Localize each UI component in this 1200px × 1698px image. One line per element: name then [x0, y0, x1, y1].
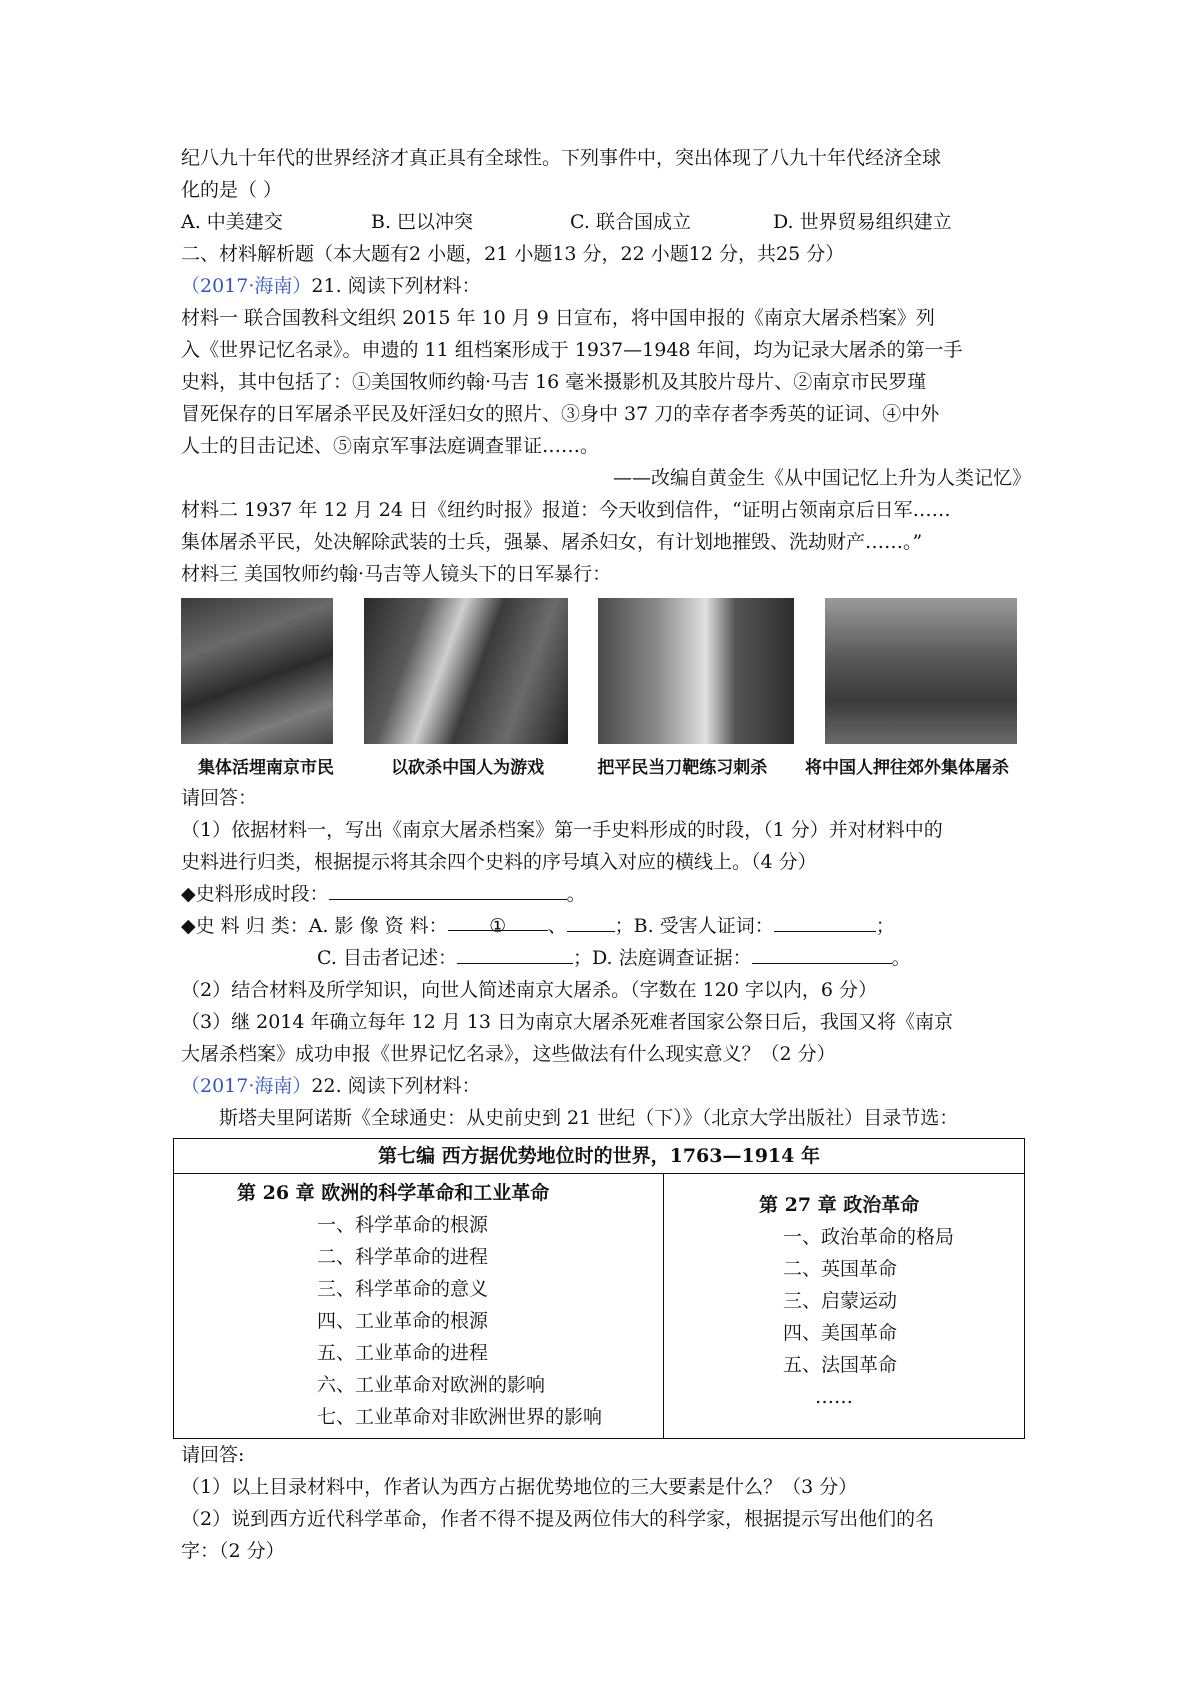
option-b: B. 巴以冲突 — [371, 211, 474, 233]
material-1-line-3: 史料，其中包括了：①美国牧师约翰·马吉 16 毫米摄影机及其胶片母片、②南京市民罗瑾 — [181, 371, 927, 393]
q21-answer-prompt: 请回答： — [181, 787, 258, 809]
material-2-line-1: 材料二 1937 年 12 月 24 日《纽约时报》报道：今天收到信件，“证明占领南京后日军…… — [181, 499, 951, 521]
photo-bayonet-practice — [598, 598, 794, 744]
classify-d-label: ；D. 法庭调查证据： — [572, 947, 752, 969]
q22-intro: 斯塔夫里阿诺斯《全球通史：从史前史到 21 世纪（下）》（北京大学出版社）目录节选： — [219, 1107, 959, 1129]
exam-page — [181, 142, 1031, 1567]
q22-heading — [181, 1070, 1031, 1102]
material-3-line: 材料三 美国牧师约翰·马吉等人镜头下的日军暴行： — [181, 563, 612, 585]
blank-b[interactable] — [774, 911, 876, 932]
ch27-item: 三、启蒙运动 — [783, 1290, 898, 1312]
classify-line-1 — [181, 910, 1031, 942]
photo-escort-massacre — [825, 598, 1017, 744]
section-2-heading: 二、材料解析题（本大题有2 小题，21 小题13 分，22 小题12 分，共25 分） — [181, 243, 845, 265]
q21-sub1-line-1: （1）依据材料一，写出《南京大屠杀档案》第一手史料形成的时段，（1 分）并对材料中的 — [181, 819, 943, 841]
classify-d-end: 。 — [891, 947, 911, 969]
classify-b-label: ；B. 受害人证词： — [614, 915, 774, 937]
ch27-item: 二、英国革命 — [783, 1258, 898, 1280]
classify-label: ◆史 料 归 类：A. 影 像 资 料： — [181, 915, 448, 937]
q22-sub2-line-1: （2）说到西方近代科学革命，作者不得不提及两位伟大的科学家，根据提示写出他们的名 — [181, 1508, 935, 1530]
period-line — [181, 878, 1031, 910]
q22-sub1: （1）以上目录材料中，作者认为西方占据优势地位的三大要素是什么？（3 分） — [181, 1476, 858, 1498]
q21-title: 21. 阅读下列材料： — [311, 275, 481, 297]
blank-a1[interactable]: ① — [448, 910, 548, 931]
period-end: 。 — [566, 883, 586, 905]
toc-part-title: 第七编 西方据优势地位时的世界，1763—1914 年 — [174, 1139, 1025, 1174]
option-c: C. 联合国成立 — [570, 211, 691, 233]
ch26-item: 六、工业革命对欧洲的影响 — [317, 1374, 546, 1396]
q21-sub3-line-2: 大屠杀档案》成功申报《世界记忆名录》，这些做法有什么现实意义？（2 分） — [181, 1043, 836, 1065]
blank-d[interactable] — [752, 943, 892, 964]
caption-3: 把平民当刀靶练习刺杀 — [597, 758, 768, 778]
q22-answer-prompt: 请回答: — [181, 1444, 245, 1466]
toc-table — [173, 1138, 1025, 1439]
q20-line-1: 纪八九十年代的世界经济才真正具有全球性。下列事件中，突出体现了八九十年代经济全球 — [181, 147, 942, 169]
q22-title: 22. 阅读下列材料： — [311, 1075, 481, 1097]
caption-1: 集体活埋南京市民 — [198, 758, 334, 778]
ch27-title: 第 27 章 政治革命 — [759, 1194, 920, 1216]
ch27-item: 五、法国革命 — [783, 1354, 898, 1376]
material-1-citation: ——改编自黄金生《从中国记忆上升为人类记忆》 — [612, 467, 1031, 489]
ch26-item: 一、科学革命的根源 — [317, 1214, 489, 1236]
caption-4: 将中国人押往郊外集体屠杀 — [804, 758, 1009, 778]
material-1-line-4: 冒死保存的日军屠杀平民及奸淫妇女的照片、③身中 37 刀的幸存者李秀英的证词、④中外 — [181, 403, 940, 425]
caption-2: 以砍杀中国人为游戏 — [391, 758, 545, 778]
ch26-title: 第 26 章 欧洲的科学革命和工业革命 — [237, 1182, 550, 1204]
ch26-item: 三、科学革命的意义 — [317, 1278, 489, 1300]
q20-options — [181, 206, 1031, 238]
q21-heading — [181, 270, 1031, 302]
material-1-line-2: 入《世界记忆名录》。申遗的 11 组档案形成于 1937—1948 年间，均为记录大屠杀的第一手 — [181, 339, 963, 361]
q22-source: （2017·海南） — [181, 1075, 312, 1097]
period-blank[interactable] — [329, 879, 567, 900]
material-1-line-5: 人士的目击记述、⑤南京军事法庭调查罪证……。 — [181, 435, 600, 457]
toc-chapter-27 — [664, 1174, 1025, 1439]
atrocity-photos — [181, 598, 1017, 744]
photo-mass-burial — [181, 598, 333, 744]
q21-source: （2017·海南） — [181, 275, 312, 297]
q21-sub2: （2）结合材料及所学知识，向世人简述南京大屠杀。（字数在 120 字以内，6 分） — [181, 979, 878, 1001]
classify-line-2 — [181, 942, 1031, 974]
q21-sub1-line-2: 史料进行归类，根据提示将其余四个史料的序号填入对应的横线上。（4 分） — [181, 851, 817, 873]
period-label: ◆史料形成时段： — [181, 883, 329, 905]
blank-c[interactable] — [457, 943, 573, 964]
ch26-item: 二、科学革命的进程 — [317, 1246, 489, 1268]
q22-sub2-line-2: 字：（2 分） — [181, 1540, 285, 1562]
material-1-line-1: 材料一 联合国教科文组织 2015 年 10 月 9 日宣布，将中国申报的《南京大屠杀档案》列 — [181, 307, 935, 329]
ch27-item: 一、政治革命的格局 — [783, 1226, 955, 1248]
ch26-item: 七、工业革命对非欧洲世界的影响 — [317, 1406, 603, 1428]
ch26-item: 五、工业革命的进程 — [317, 1342, 489, 1364]
option-a: A. 中美建交 — [181, 211, 283, 233]
classify-c-label: C. 目击者记述： — [317, 947, 457, 969]
q20-line-2: 化的是（ ） — [181, 179, 283, 201]
ch27-ellipsis: …… — [815, 1386, 853, 1408]
classify-sep: 、 — [547, 915, 567, 937]
q21-sub3-line-1: （3）继 2014 年确立每年 12 月 13 日为南京大屠杀死难者国家公祭日后，我国又将《南京 — [181, 1011, 954, 1033]
photo-captions — [181, 754, 1017, 782]
toc-chapter-26 — [174, 1174, 664, 1439]
option-d: D. 世界贸易组织建立 — [773, 211, 952, 233]
classify-b-end: ； — [875, 915, 895, 937]
ch26-item: 四、工业革命的根源 — [317, 1310, 489, 1332]
ch27-item: 四、美国革命 — [783, 1322, 898, 1344]
material-2-line-2: 集体屠杀平民，处决解除武装的士兵，强暴、屠杀妇女，有计划地摧毁、洗劫财产……。” — [181, 531, 923, 553]
photo-killing-game — [364, 598, 568, 744]
blank-a2[interactable] — [567, 911, 615, 932]
